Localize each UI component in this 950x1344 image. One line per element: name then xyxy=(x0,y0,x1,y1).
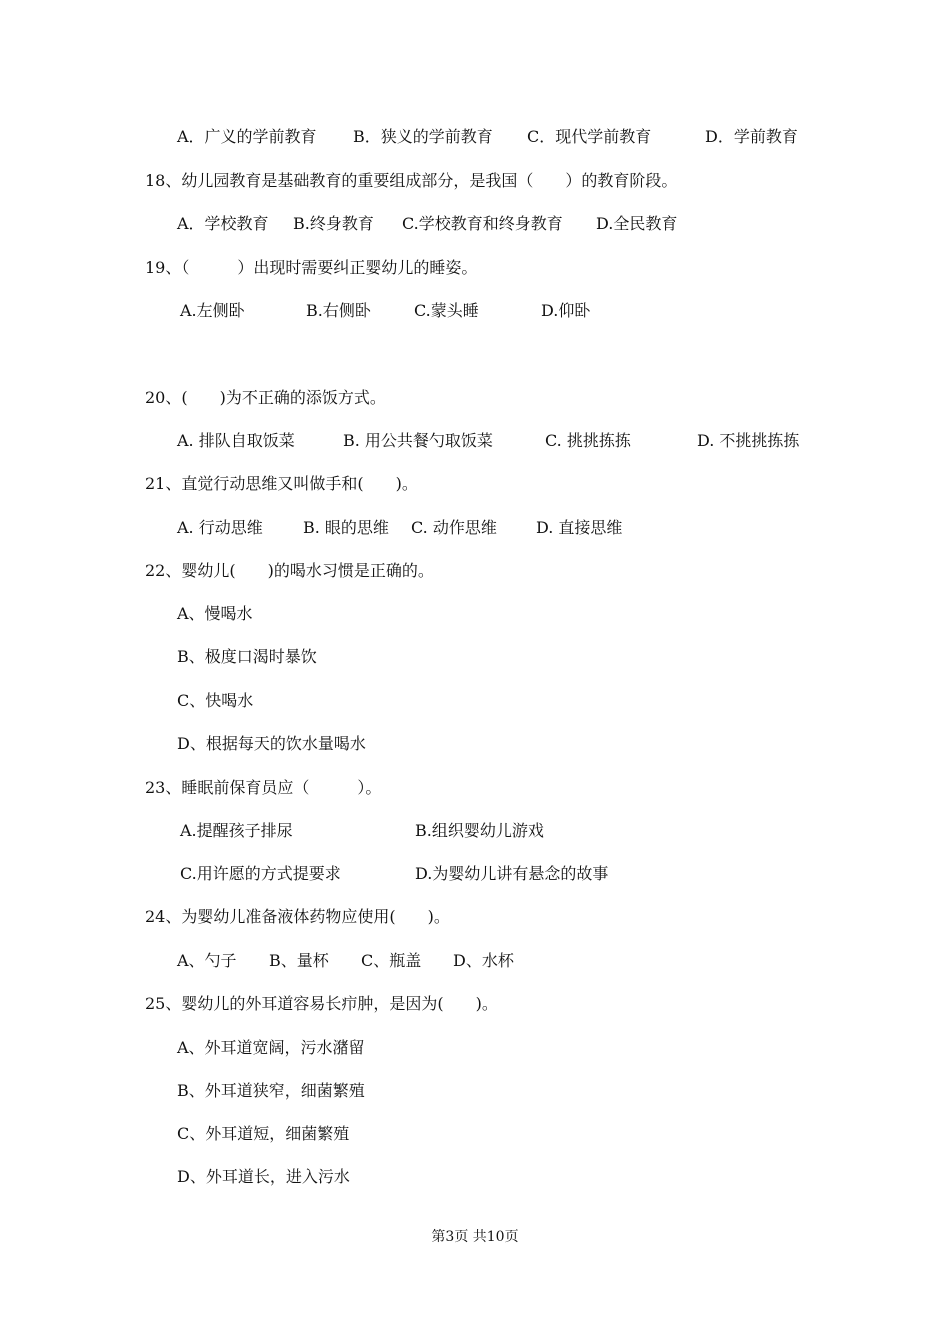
q20-option-b: B. 用公共餐勺取饭菜 xyxy=(343,431,493,450)
q19-stem: 19、（ ）出现时需要纠正婴幼儿的睡姿。 xyxy=(145,258,478,277)
page-number: 第3页 共10页 xyxy=(431,1229,519,1245)
q19-option-b: B.右侧卧 xyxy=(306,301,371,320)
q17-option-a: A．广义的学前教育 xyxy=(177,127,317,146)
q22-option-c: C、快喝水 xyxy=(177,691,254,710)
q25-option-a: A、外耳道宽阔，污水潴留 xyxy=(177,1038,365,1057)
q20-stem: 20、( )为不正确的添饭方式。 xyxy=(145,388,386,407)
q25-option-b: B、外耳道狭窄，细菌繁殖 xyxy=(177,1081,365,1100)
q22-option-d: D、根据每天的饮水量喝水 xyxy=(177,734,366,753)
q25-option-c: C、外耳道短，细菌繁殖 xyxy=(177,1124,350,1143)
q24-option-a: A、勺子 xyxy=(177,951,237,970)
q18-option-c: C.学校教育和终身教育 xyxy=(402,214,563,233)
q24-option-d: D、水杯 xyxy=(453,951,514,970)
q19-option-d: D.仰卧 xyxy=(541,301,591,320)
q20-option-a: A. 排队自取饭菜 xyxy=(177,431,295,450)
q23-option-c: C.用许愿的方式提要求 xyxy=(180,864,341,883)
q23-option-a: A.提醒孩子排尿 xyxy=(180,821,293,840)
q19-option-c: C.蒙头睡 xyxy=(414,301,479,320)
q21-stem: 21、直觉行动思维又叫做手和( )。 xyxy=(145,474,418,493)
q22-stem: 22、婴幼儿( )的喝水习惯是正确的。 xyxy=(145,561,434,580)
q23-option-b: B.组织婴幼儿游戏 xyxy=(415,821,544,840)
q21-option-b: B. 眼的思维 xyxy=(303,518,389,537)
q17-option-d: D．学前教育 xyxy=(705,127,798,146)
q21-option-a: A. 行动思维 xyxy=(177,518,263,537)
q25-option-d: D、外耳道长，进入污水 xyxy=(177,1167,350,1186)
q22-option-b: B、极度口渴时暴饮 xyxy=(177,647,317,666)
q22-option-a: A、慢喝水 xyxy=(177,604,253,623)
q18-option-d: D.全民教育 xyxy=(596,214,678,233)
q19-option-a: A.左侧卧 xyxy=(180,301,245,320)
q17-option-b: B．狭义的学前教育 xyxy=(353,127,493,146)
q21-option-c: C. 动作思维 xyxy=(411,518,497,537)
q18-stem: 18、幼儿园教育是基础教育的重要组成部分，是我国（ ）的教育阶段。 xyxy=(145,171,678,190)
q24-option-c: C、瓶盖 xyxy=(361,951,422,970)
q17-option-c: C．现代学前教育 xyxy=(527,127,652,146)
q24-option-b: B、量杯 xyxy=(269,951,329,970)
q20-option-d: D. 不挑挑拣拣 xyxy=(697,431,800,450)
q20-option-c: C. 挑挑拣拣 xyxy=(545,431,631,450)
q24-stem: 24、为婴幼儿准备液体药物应使用( )。 xyxy=(145,907,450,926)
q21-option-d: D. 直接思维 xyxy=(536,518,623,537)
q25-stem: 25、婴幼儿的外耳道容易长疖肿，是因为( )。 xyxy=(145,994,498,1013)
q18-option-b: B.终身教育 xyxy=(293,214,374,233)
q18-option-a: A．学校教育 xyxy=(177,214,269,233)
q23-option-d: D.为婴幼儿讲有悬念的故事 xyxy=(415,864,609,883)
q23-stem: 23、睡眠前保育员应（ ）。 xyxy=(145,778,382,797)
